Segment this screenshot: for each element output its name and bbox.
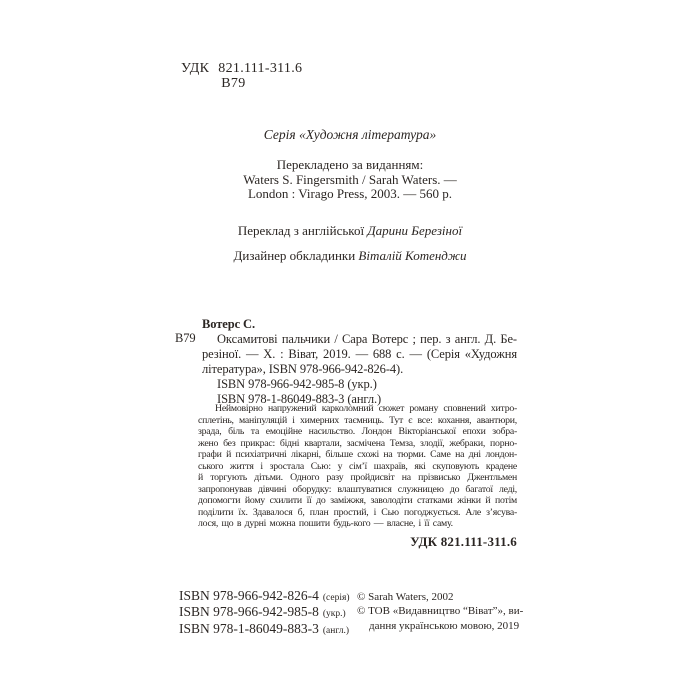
- source-edition-line: London : Virago Press, 2003. — 560 p.: [247, 186, 453, 201]
- source-edition-block: [0, 158, 700, 202]
- author-sign-top: В79: [221, 75, 246, 91]
- card-isbn-line: ISBN 978-966-942-985-8 (укр.): [217, 377, 377, 392]
- designer-label: Дизайнер обкладинки: [233, 248, 359, 263]
- isbn-note: (англ.): [322, 625, 350, 636]
- isbn-note: (серія): [322, 593, 350, 603]
- isbn-row: [179, 622, 350, 638]
- designer-name: Віталій Котенджи: [358, 248, 467, 263]
- card-line: Оксамитові пальчики / Сара Вотерс ; пер. з англ. Д. Бе-: [217, 332, 517, 347]
- annotation-line: запропонував дівчині оборудку: влаштуватися служницею до багатої леді,: [198, 483, 517, 495]
- annotation-line: графи й психіатричні лікарні, більше схожі на тюрми. Саме на дні лондон-: [198, 449, 517, 461]
- translator-label: Переклад з англійської: [237, 223, 368, 238]
- isbn-note: (укр.): [322, 609, 346, 620]
- isbn-number: ISBN 978-1-86049-883-3: [179, 620, 319, 636]
- copyright-line: © Sarah Waters, 2002: [357, 591, 454, 603]
- catalog-card: [175, 317, 517, 408]
- annotation-line: Неймовірно напружений карколомний сюжет роману сповнений хитро-: [215, 403, 517, 414]
- copyright-line: дання українською мовою, 2019: [369, 619, 520, 632]
- annotation-line: допомогти йому схилити її до заміжжя, заволодіти статками жінки й потім: [198, 495, 517, 507]
- copyright-block: [357, 590, 523, 633]
- udc-footer: УДК 821.111-311.6: [410, 534, 517, 549]
- annotation-line: жено без прикрас: бідні квартали, засмічена Темза, злодії, жебраки, порно-: [198, 437, 517, 449]
- card-line: література», ISBN 978-966-942-826-4).: [202, 362, 404, 377]
- translator-name: Дарини Березіної: [367, 223, 463, 238]
- author-sign-card: В79: [175, 331, 196, 345]
- annotation: [198, 403, 517, 530]
- series-title: Серія «Художня література»: [263, 127, 437, 142]
- translator-credit: [0, 223, 700, 239]
- card-author: Вотерс С.: [202, 317, 255, 331]
- copyright-line: © ТОВ «Видавництво “Віват”», ви-: [357, 605, 524, 618]
- annotation-line: сплетінь, маніпуляцій і химерних таємниць. Тут є все: кохання, авантюри,: [198, 414, 517, 426]
- card-isbn-line: ISBN 978-1-86049-883-3 (англ.): [217, 392, 382, 407]
- udc-label: УДК: [181, 61, 210, 76]
- isbn-row: [179, 589, 350, 605]
- udc-number: 821.111-311.6: [218, 61, 303, 76]
- isbn-row: [179, 605, 350, 621]
- udc-values: [218, 62, 302, 91]
- isbn-list: [179, 589, 350, 638]
- annotation-line: зрада, біль та емоційне насильство. Лондон Вікторіанської епохи зобра-: [198, 426, 517, 438]
- isbn-number: ISBN 978-966-942-985-8: [179, 604, 319, 620]
- annotation-line: поділити їх. Здавалося б, план простий, і Сью погоджується. Але з’ясува-: [198, 506, 517, 518]
- designer-credit: [0, 248, 700, 264]
- card-line: резіної. — Х. : Віват, 2019. — 688 с. — (Серія «Художня: [202, 347, 517, 362]
- annotation-line: й торгують дітьми. Одного разу пройдисвіт на прізвисько Джентльмен: [198, 472, 517, 484]
- source-edition-heading: Перекладено за виданням:: [276, 157, 424, 172]
- source-edition-line: Waters S. Fingersmith / Sarah Waters. —: [243, 171, 457, 187]
- annotation-line: ського життя і зростала Сью: у сім’ї шахраїв, які скуповують крадене: [198, 460, 517, 472]
- udc-header: [181, 62, 302, 91]
- annotation-line: лося, що в дурні можна пошити будь-кого — власне, і її саму.: [198, 518, 453, 530]
- isbn-number: ISBN 978-966-942-826-4: [179, 588, 319, 603]
